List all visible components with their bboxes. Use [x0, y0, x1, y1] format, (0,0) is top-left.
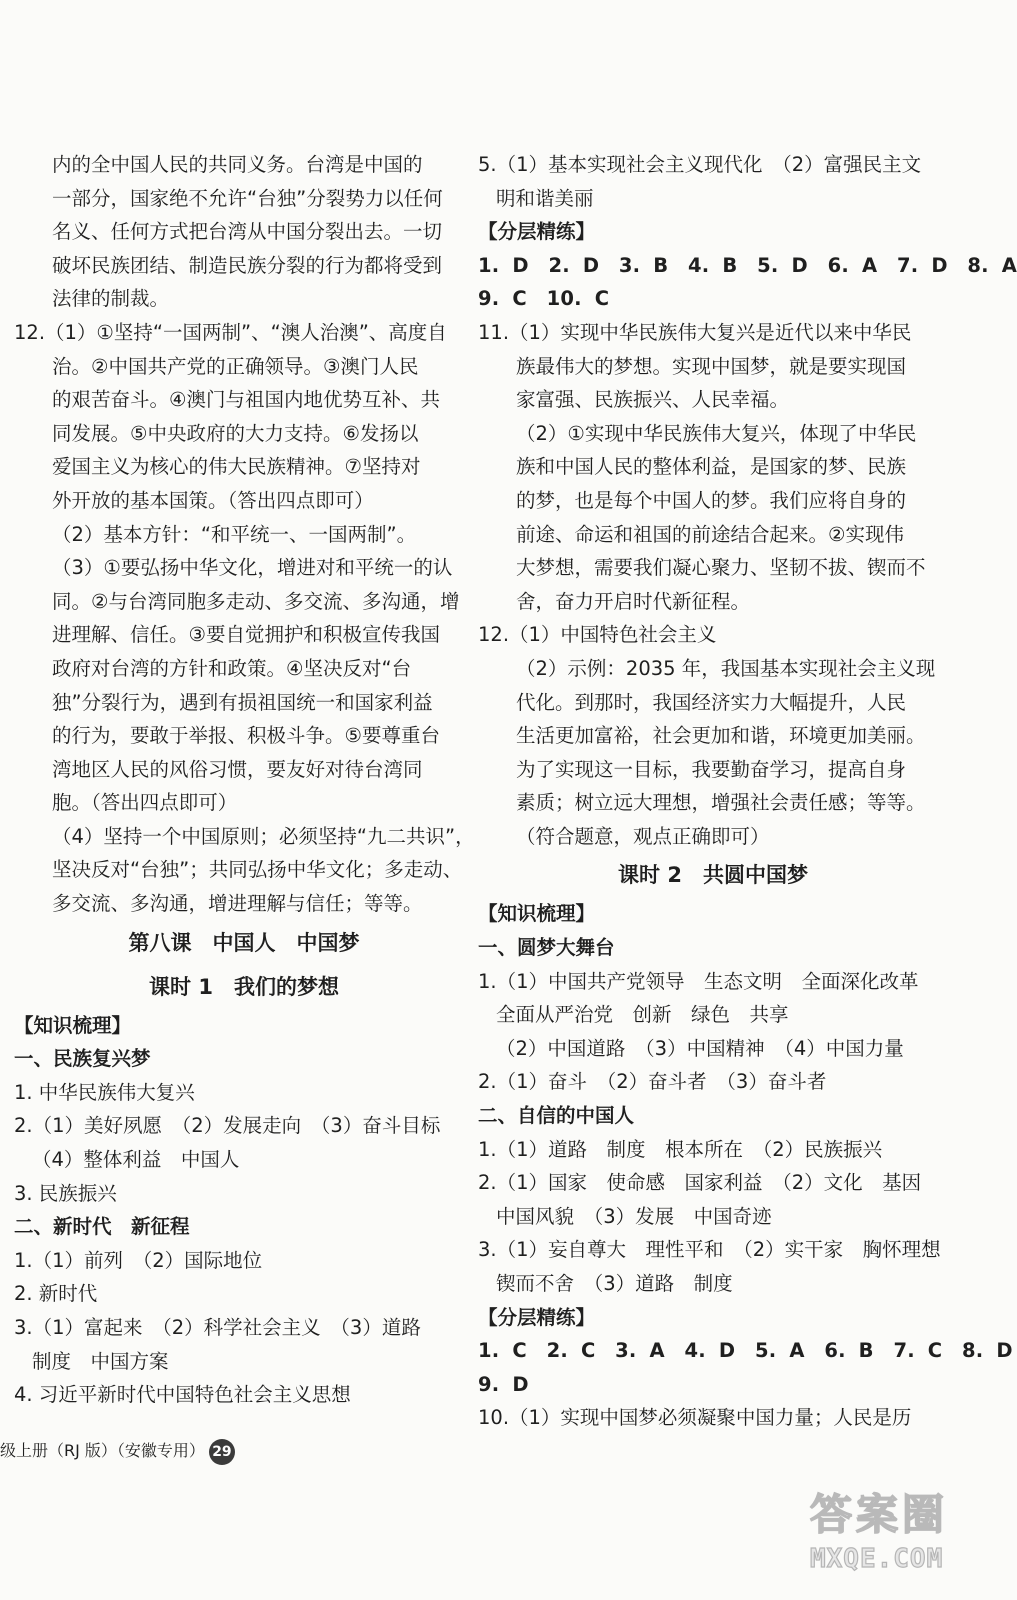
- answer-line: （2）示例：2035 年，我国基本实现社会主义现: [516, 656, 936, 680]
- answer-line: 12.（1）①坚持“一国两制”、“澳人治澳”、高度自: [14, 320, 447, 344]
- answer-line: 治。②中国共产党的正确领导。③澳门人民: [52, 354, 419, 378]
- lesson-title: 课时 1 我们的梦想: [149, 974, 339, 999]
- answer-line: 3.（1）妄自尊大 理性平和 （2）实干家 胸怀理想: [478, 1238, 941, 1262]
- answer-line: 5.（1）基本实现社会主义现代化 （2）富强民主文: [478, 153, 922, 176]
- choice-answers: 9. D: [478, 1372, 529, 1396]
- answer-line: 10.（1）实现中国梦必须凝聚中国力量；人民是历: [478, 1406, 912, 1430]
- answer-line: 政府对台湾的方针和政策。④坚决反对“台: [52, 656, 412, 680]
- answer-line: 3.（1）富起来 （2）科学社会主义 （3）道路: [14, 1316, 421, 1339]
- answer-line: 大梦想，需要我们凝心聚力、坚韧不拔、锲而不: [516, 556, 926, 580]
- watermark-url: MXQE.COM: [810, 1544, 944, 1574]
- answer-line: 1.（1）道路 制度 根本所在 （2）民族振兴: [478, 1137, 883, 1161]
- answer-line: 同。②与台湾同胞多走动、多交流、多沟通，增: [52, 589, 460, 613]
- answer-line: 法律的制裁。: [52, 287, 170, 311]
- section-heading: 【分层精练】: [478, 1305, 596, 1329]
- section-heading: 【知识梳理】: [478, 902, 596, 926]
- answer-line: 独”分裂行为，遇到有损祖国统一和国家利益: [52, 690, 433, 714]
- answer-line: 坚决反对“台独”；共同弘扬中华文化；多走动、: [52, 858, 463, 882]
- section-heading: 二、自信的中国人: [478, 1104, 635, 1128]
- lesson-title: 第八课 中国人 中国梦: [128, 930, 360, 955]
- answer-line: 1.（1）前列 （2）国际地位: [14, 1248, 263, 1272]
- right-column: [478, 148, 1017, 1435]
- answer-line: 进理解、信任。③要自觉拥护和积极宣传我国: [52, 623, 440, 647]
- answer-line: 爱国主义为核心的伟大民族精神。⑦坚持对: [52, 455, 421, 479]
- answer-line: （符合题意，观点正确即可）: [516, 824, 770, 848]
- answer-line: 破坏民族团结、制造民族分裂的行为都将受到: [52, 253, 443, 277]
- page-footer: [0, 1436, 235, 1466]
- answer-line: 的艰苦奋斗。④澳门与祖国内地优势互补、共: [52, 388, 440, 412]
- answer-line: 中国风貌 （3）发展 中国奇迹: [496, 1204, 772, 1228]
- answer-line: 的梦，也是每个中国人的梦。我们应将自身的: [516, 488, 907, 512]
- answer-line: 同发展。⑤中央政府的大力支持。⑥发扬以: [52, 421, 419, 445]
- watermark-text: 答案圈: [810, 1490, 949, 1539]
- answer-line: 舍，奋力开启时代新征程。: [516, 589, 751, 613]
- answer-line: 的行为，要敢于举报、积极斗争。⑤要尊重台: [52, 724, 440, 748]
- answer-line: 前途、命运和祖国的前途结合起来。②实现伟: [516, 522, 904, 546]
- answer-line: 锲而不舍 （3）道路 制度: [496, 1272, 733, 1295]
- answer-line: （2）中国道路 （3）中国精神 （4）中国力量: [496, 1036, 904, 1060]
- answer-line: 2.（1）奋斗 （2）奋斗者 （3）奋斗者: [478, 1070, 827, 1094]
- answer-line: 12.（1）中国特色社会主义: [478, 623, 717, 647]
- answer-line: 为了实现这一目标，我要勤奋学习，提高自身: [516, 757, 907, 781]
- answer-line: 1. 中华民族伟大复兴: [14, 1080, 195, 1104]
- section-heading: 【分层精练】: [478, 220, 596, 244]
- answer-line: 1.（1）中国共产党领导 生态文明 全面深化改革: [478, 969, 919, 993]
- footer-book-label: 级上册（RJ 版）（安徽专用）: [0, 1441, 205, 1460]
- answer-line: 生活更加富裕，社会更加和谐，环境更加美丽。: [516, 724, 926, 748]
- answer-line: 2.（1）美好夙愿 （2）发展走向 （3）奋斗目标: [14, 1114, 441, 1138]
- answer-line: 胞。（答出四点即可）: [52, 791, 238, 815]
- section-heading: 一、圆梦大舞台: [478, 936, 615, 960]
- section-heading: 一、民族复兴梦: [14, 1047, 151, 1071]
- answer-line: （4）坚持一个中国原则；必须坚持“九二共识”，: [52, 824, 475, 848]
- answer-line: 2. 新时代: [14, 1282, 98, 1306]
- lesson-title: 课时 2 共圆中国梦: [618, 863, 808, 888]
- answer-line: 11.（1）实现中华民族伟大复兴是近代以来中华民: [478, 320, 912, 344]
- left-column: [14, 148, 474, 1412]
- answer-line: （2）基本方针：“和平统一、一国两制”。: [52, 522, 417, 546]
- answer-line: 名义、任何方式把台湾从中国分裂出去。一切: [52, 220, 443, 244]
- choice-answers: 9. C 10. C: [478, 287, 610, 311]
- answer-line: 3. 民族振兴: [14, 1181, 117, 1205]
- answer-line: （3）①要弘扬中华文化，增进对和平统一的认: [52, 556, 453, 580]
- answer-line: 4. 习近平新时代中国特色社会主义思想: [14, 1383, 351, 1407]
- answer-line: （2）①实现中华民族伟大复兴，体现了中华民: [516, 421, 917, 445]
- answer-line: 湾地区人民的风俗习惯，要友好对待台湾同: [52, 757, 423, 781]
- answer-line: 外开放的基本国策。（答出四点即可）: [52, 488, 374, 512]
- answer-line: 内的全中国人民的共同义务。台湾是中国的: [52, 153, 423, 176]
- answer-line: 多交流、多沟通，增进理解与信任；等等。: [52, 892, 423, 916]
- section-heading: 二、新时代 新征程: [14, 1215, 190, 1239]
- answer-line: 全面从严治党 创新 绿色 共享: [496, 1003, 789, 1027]
- answer-line: 一部分，国家绝不允许“台独”分裂势力以任何: [52, 186, 443, 210]
- page-number-badge: 29: [209, 1439, 235, 1465]
- answer-line: 2.（1）国家 使命感 国家利益 （2）文化 基因: [478, 1171, 922, 1195]
- answer-line: 素质；树立远大理想，增强社会责任感；等等。: [516, 791, 926, 815]
- answer-line: 明和谐美丽: [496, 186, 594, 210]
- answer-line: （4）整体利益 中国人: [32, 1148, 240, 1172]
- section-heading: 【知识梳理】: [14, 1013, 132, 1037]
- watermark-logo: [810, 1488, 986, 1588]
- answer-line: 制度 中国方案: [32, 1349, 169, 1373]
- answer-line: 家富强、民族振兴、人民幸福。: [516, 388, 790, 412]
- answer-line: 族最伟大的梦想。实现中国梦，就是要实现国: [516, 354, 907, 378]
- answer-line: 族和中国人民的整体利益，是国家的梦、民族: [516, 455, 907, 479]
- answer-line: 代化。到那时，我国经济实力大幅提升，人民: [516, 690, 907, 714]
- choice-answers: 1. C 2. C 3. A 4. D 5. A 6. B 7. C 8. D: [478, 1339, 1013, 1363]
- choice-answers: 1. D 2. D 3. B 4. B 5. D 6. A 7. D 8. A: [478, 253, 1017, 277]
